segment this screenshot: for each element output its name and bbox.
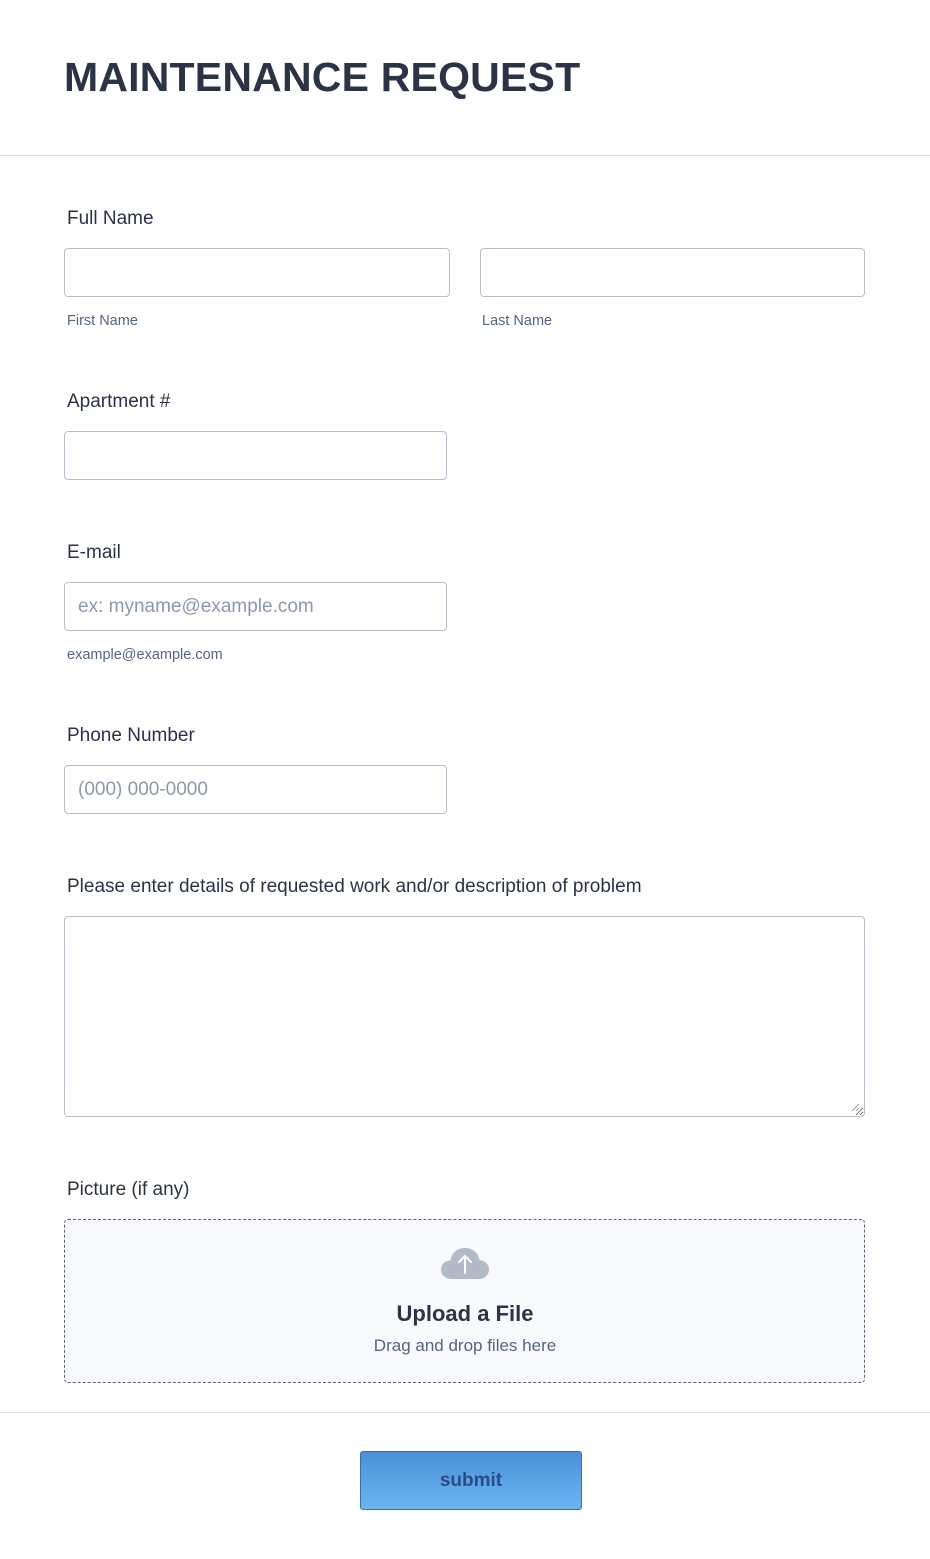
picture-label: Picture (if any) — [67, 1179, 190, 1200]
last-name-sublabel: Last Name — [482, 313, 553, 329]
full-name-label: Full Name — [67, 208, 154, 229]
phone-label: Phone Number — [67, 725, 195, 746]
details-textarea[interactable] — [64, 916, 865, 1117]
apartment-label: Apartment # — [67, 391, 171, 412]
email-sublabel: example@example.com — [67, 647, 223, 663]
form-header — [0, 0, 930, 156]
email-label: E-mail — [67, 542, 121, 563]
upload-title: Upload a File — [396, 1301, 534, 1326]
first-name-input[interactable] — [64, 248, 450, 297]
page-title: MAINTENANCE REQUEST — [64, 54, 581, 100]
submit-button[interactable]: submit — [360, 1451, 582, 1510]
first-name-sublabel: First Name — [67, 313, 138, 329]
phone-input[interactable] — [64, 765, 447, 814]
resize-handle-icon[interactable] — [850, 1102, 860, 1112]
upload-subtitle: Drag and drop files here — [373, 1336, 557, 1355]
details-label: Please enter details of requested work and/or description of problem — [67, 876, 642, 897]
apartment-input[interactable] — [64, 431, 447, 480]
email-input[interactable] — [64, 582, 447, 631]
last-name-input[interactable] — [480, 248, 865, 297]
footer-divider — [0, 1412, 930, 1413]
cloud-upload-icon — [440, 1246, 490, 1282]
